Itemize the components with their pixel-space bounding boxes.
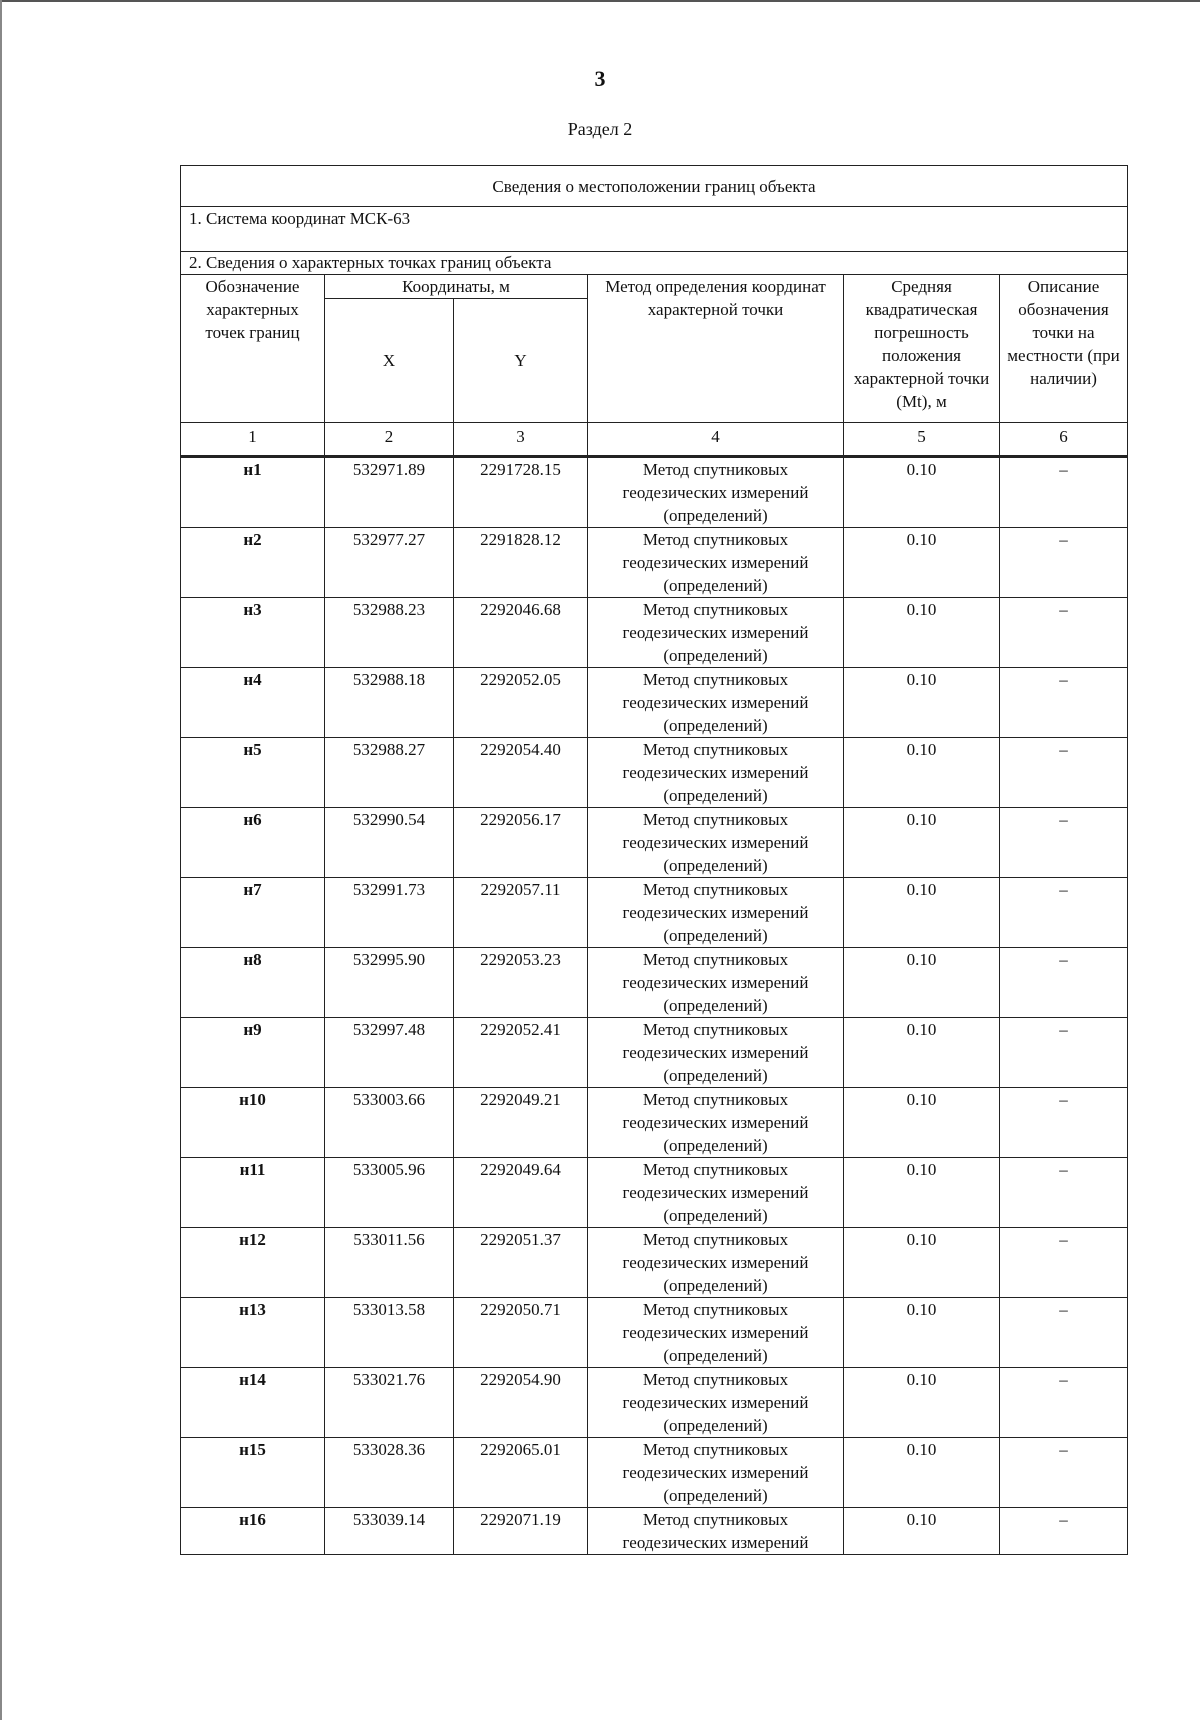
point-name-cell: н7 [181,878,325,948]
left-border-line [0,0,2,1720]
y-coordinate-cell: 2291728.15 [454,458,588,528]
error-cell: 0.10 [844,668,1000,738]
description-cell: – [1000,1018,1128,1088]
table-title-row [181,166,1128,207]
error-cell: 0.10 [844,1018,1000,1088]
x-coordinate-cell: 532990.54 [325,808,454,878]
table-row [181,738,1128,808]
points-title-label: 2. Сведения о характерных точках границ объекта [181,252,1128,275]
point-name-cell: н12 [181,1228,325,1298]
x-coordinate-cell: 532977.27 [325,528,454,598]
table-row [181,528,1128,598]
error-cell: 0.10 [844,1508,1000,1555]
y-coordinate-cell: 2292054.90 [454,1368,588,1438]
description-cell: – [1000,1088,1128,1158]
point-name-cell: н4 [181,668,325,738]
error-cell: 0.10 [844,1298,1000,1368]
error-cell: 0.10 [844,1088,1000,1158]
description-cell: – [1000,1438,1128,1508]
point-name-cell: н5 [181,738,325,808]
table-row [181,1298,1128,1368]
header-y: Y [454,299,588,423]
point-name-cell: н13 [181,1298,325,1368]
y-coordinate-cell: 2292056.17 [454,808,588,878]
column-number: 3 [454,423,588,457]
top-border-line [0,0,1200,2]
y-coordinate-cell: 2292049.21 [454,1088,588,1158]
point-name-cell: н16 [181,1508,325,1555]
boundary-table [180,165,1128,1555]
method-cell: Метод спутниковых геодезических измерений (определений) [588,1018,844,1088]
table-row [181,1018,1128,1088]
method-cell: Метод спутниковых геодезических измерений (определений) [588,1368,844,1438]
error-cell: 0.10 [844,458,1000,528]
method-cell: Метод спутниковых геодезических измерений (определений) [588,878,844,948]
method-cell: Метод спутниковых геодезических измерений (определений) [588,668,844,738]
description-cell: – [1000,738,1128,808]
x-coordinate-cell: 533013.58 [325,1298,454,1368]
description-cell: – [1000,878,1128,948]
table-row [181,808,1128,878]
column-number: 6 [1000,423,1128,457]
header-coordinates: Координаты, м [325,275,588,299]
error-cell: 0.10 [844,808,1000,878]
error-cell: 0.10 [844,1438,1000,1508]
table-row [181,1438,1128,1508]
error-cell: 0.10 [844,1228,1000,1298]
y-coordinate-cell: 2292046.68 [454,598,588,668]
x-coordinate-cell: 533039.14 [325,1508,454,1555]
error-cell: 0.10 [844,528,1000,598]
header-row [181,275,1128,299]
error-cell: 0.10 [844,1158,1000,1228]
x-coordinate-cell: 533011.56 [325,1228,454,1298]
description-cell: – [1000,1368,1128,1438]
column-number-row [181,423,1128,457]
x-coordinate-cell: 532988.18 [325,668,454,738]
description-cell: – [1000,1508,1128,1555]
method-cell: Метод спутниковых геодезических измерений (определений) [588,528,844,598]
page-number: 3 [594,66,606,91]
error-cell: 0.10 [844,878,1000,948]
description-cell: – [1000,808,1128,878]
description-cell: – [1000,1228,1128,1298]
description-cell: – [1000,668,1128,738]
description-cell: – [1000,948,1128,1018]
method-cell: Метод спутниковых геодезических измерений (определений) [588,1158,844,1228]
coord-system-label: 1. Система координат МСК-63 [181,207,1128,252]
section-title: Раздел 2 [567,119,633,139]
table-row [181,878,1128,948]
header-x: X [325,299,454,423]
points-title-row [181,252,1128,275]
y-coordinate-cell: 2292057.11 [454,878,588,948]
x-coordinate-cell: 532995.90 [325,948,454,1018]
y-coordinate-cell: 2292065.01 [454,1438,588,1508]
description-cell: – [1000,1158,1128,1228]
header-point-name: Обозначение характерных точек границ [181,275,325,423]
description-cell: – [1000,458,1128,528]
table-row [181,1368,1128,1438]
header-description: Описание обозначения точки на местности (при наличии) [1000,275,1128,423]
method-cell: Метод спутниковых геодезических измерений (определений) [588,458,844,528]
table-row [181,598,1128,668]
x-coordinate-cell: 533003.66 [325,1088,454,1158]
method-cell: Метод спутниковых геодезических измерений (определений) [588,598,844,668]
point-name-cell: н11 [181,1158,325,1228]
point-name-cell: н8 [181,948,325,1018]
x-coordinate-cell: 532997.48 [325,1018,454,1088]
point-name-cell: н1 [181,458,325,528]
table-row [181,1158,1128,1228]
header-method: Метод определения координат характерной точки [588,275,844,423]
column-number: 4 [588,423,844,457]
x-coordinate-cell: 533021.76 [325,1368,454,1438]
method-cell: Метод спутниковых геодезических измерений (определений) [588,738,844,808]
table-title: Сведения о местоположении границ объекта [181,166,1128,207]
table-row [181,1228,1128,1298]
column-number: 1 [181,423,325,457]
header-error-text: Средняя квадратическая погрешность положения характерной точки (Mt), м [853,277,990,411]
table-row [181,1508,1128,1555]
description-cell: – [1000,598,1128,668]
point-name-cell: н6 [181,808,325,878]
y-coordinate-cell: 2292049.64 [454,1158,588,1228]
x-coordinate-cell: 533005.96 [325,1158,454,1228]
method-cell: Метод спутниковых геодезических измерений (определений) [588,808,844,878]
point-name-cell: н2 [181,528,325,598]
table-row [181,948,1128,1018]
x-coordinate-cell: 532988.23 [325,598,454,668]
error-cell: 0.10 [844,1368,1000,1438]
point-name-cell: н14 [181,1368,325,1438]
y-coordinate-cell: 2292050.71 [454,1298,588,1368]
x-coordinate-cell: 532988.27 [325,738,454,808]
y-coordinate-cell: 2292053.23 [454,948,588,1018]
column-number: 2 [325,423,454,457]
x-coordinate-cell: 532971.89 [325,458,454,528]
y-coordinate-cell: 2292071.19 [454,1508,588,1555]
x-coordinate-cell: 533028.36 [325,1438,454,1508]
coord-system-row [181,207,1128,252]
point-name-cell: н15 [181,1438,325,1508]
method-cell: Метод спутниковых геодезических измерений (определений) [588,1088,844,1158]
error-cell: 0.10 [844,948,1000,1018]
y-coordinate-cell: 2292051.37 [454,1228,588,1298]
error-cell: 0.10 [844,598,1000,668]
description-cell: – [1000,1298,1128,1368]
point-name-cell: н9 [181,1018,325,1088]
table-row [181,1088,1128,1158]
description-cell: – [1000,528,1128,598]
error-cell: 0.10 [844,738,1000,808]
y-coordinate-cell: 2292052.41 [454,1018,588,1088]
method-cell: Метод спутниковых геодезических измерений (определений) [588,1298,844,1368]
y-coordinate-cell: 2292054.40 [454,738,588,808]
y-coordinate-cell: 2291828.12 [454,528,588,598]
table-row [181,458,1128,528]
method-cell: Метод спутниковых геодезических измерений [588,1508,844,1555]
x-coordinate-cell: 532991.73 [325,878,454,948]
y-coordinate-cell: 2292052.05 [454,668,588,738]
column-number: 5 [844,423,1000,457]
header-error [844,275,1000,423]
point-name-cell: н10 [181,1088,325,1158]
method-cell: Метод спутниковых геодезических измерений (определений) [588,1228,844,1298]
point-name-cell: н3 [181,598,325,668]
method-cell: Метод спутниковых геодезических измерений (определений) [588,1438,844,1508]
table-row [181,668,1128,738]
method-cell: Метод спутниковых геодезических измерений (определений) [588,948,844,1018]
